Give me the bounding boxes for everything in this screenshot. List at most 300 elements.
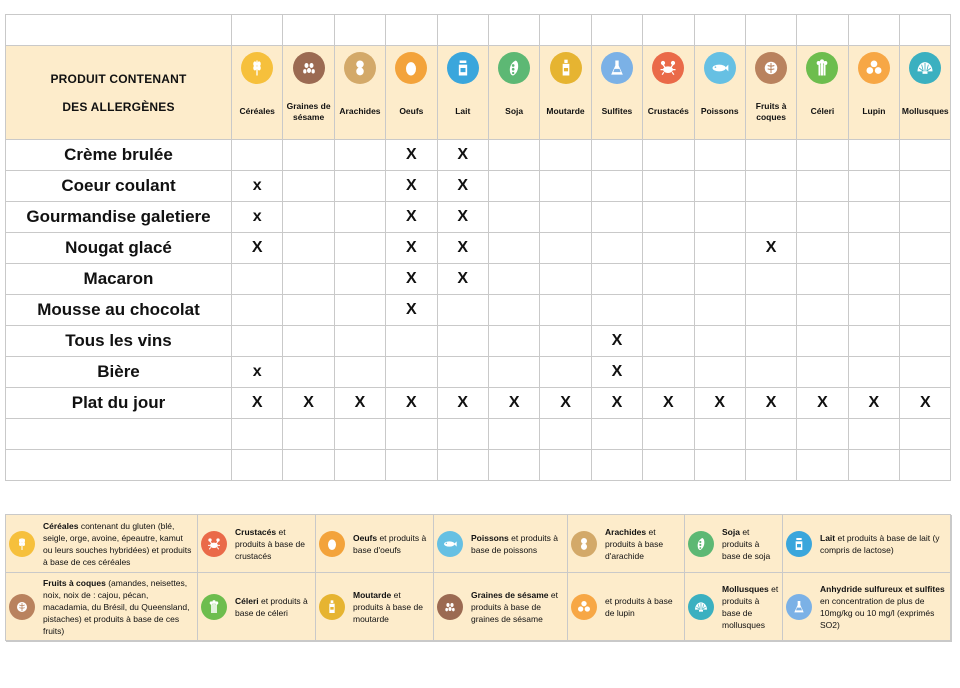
allergen-header xyxy=(488,46,539,140)
legend-badge xyxy=(571,594,597,620)
allergen-name: Graines de sésame xyxy=(286,100,331,122)
allergen-mark: X xyxy=(900,388,951,419)
allergen-mark xyxy=(797,233,848,264)
empty-cell xyxy=(232,450,283,481)
allergen-mark xyxy=(797,295,848,326)
empty-cell xyxy=(694,450,745,481)
allergen-mark xyxy=(797,202,848,233)
allergen-header xyxy=(540,46,591,140)
allergen-mark xyxy=(334,140,385,171)
allergen-badge xyxy=(550,52,582,84)
allergen-mark xyxy=(643,171,694,202)
allergen-mark xyxy=(437,295,488,326)
legend-item xyxy=(316,573,434,642)
allergen-mark xyxy=(334,326,385,357)
nut-icon xyxy=(14,599,30,615)
allergen-mark xyxy=(900,202,951,233)
product-name: Coeur coulant xyxy=(6,171,232,202)
empty-cell xyxy=(6,450,232,481)
allergen-mark xyxy=(591,202,642,233)
allergen-name: Moutarde xyxy=(546,106,585,116)
allergen-mark xyxy=(488,357,539,388)
allergen-mark xyxy=(334,264,385,295)
empty-cell xyxy=(540,419,591,450)
allergen-mark xyxy=(591,171,642,202)
table-row xyxy=(6,326,951,357)
allergen-mark xyxy=(900,233,951,264)
legend-badge xyxy=(571,531,597,557)
empty-cell xyxy=(745,15,796,46)
legend-text: Anhydride sulfureux et sulfites en concentration de plus de 10mg/kg ou 10 mg/l (exprimés SO2) xyxy=(820,584,945,630)
allergen-mark xyxy=(643,264,694,295)
allergen-mark xyxy=(488,326,539,357)
legend-item xyxy=(198,515,316,573)
legend-text: Arachides et produits à base d'arachide xyxy=(605,526,664,561)
allergen-mark: X xyxy=(591,357,642,388)
allergen-name: Fruits à coques xyxy=(755,100,787,122)
allergen-mark xyxy=(540,357,591,388)
allergen-badge xyxy=(447,52,479,84)
legend-badge xyxy=(319,594,345,620)
empty-cell xyxy=(848,419,899,450)
allergen-mark xyxy=(232,264,283,295)
empty-cell xyxy=(386,450,437,481)
allergen-mark xyxy=(848,295,899,326)
soy-icon xyxy=(693,536,709,552)
allergen-mark xyxy=(797,140,848,171)
legend-text: Lait et produits à base de lait (y compris de lactose) xyxy=(820,532,940,555)
header-title-line1: PRODUIT CONTENANT xyxy=(50,71,187,86)
product-name: Nougat glacé xyxy=(6,233,232,264)
empty-cell xyxy=(488,419,539,450)
legend-badge xyxy=(201,531,227,557)
allergen-mark xyxy=(643,357,694,388)
empty-cell xyxy=(900,419,951,450)
allergen-mark xyxy=(540,233,591,264)
legend-badge xyxy=(688,531,714,557)
lupin-icon xyxy=(576,599,592,615)
allergen-mark xyxy=(488,233,539,264)
empty-cell xyxy=(694,419,745,450)
legend-item xyxy=(316,515,434,573)
allergen-mark xyxy=(643,202,694,233)
allergen-mark xyxy=(591,295,642,326)
allergen-table-body xyxy=(6,15,951,481)
legend-badge xyxy=(437,594,463,620)
allergen-name: Lait xyxy=(455,106,471,116)
allergen-header xyxy=(283,46,334,140)
allergen-mark xyxy=(694,264,745,295)
empty-cell xyxy=(488,450,539,481)
allergen-name: Crustacés xyxy=(647,106,689,116)
allergen-mark: X xyxy=(283,388,334,419)
mustard-icon xyxy=(556,58,576,78)
empty-cell xyxy=(540,15,591,46)
allergen-mark xyxy=(900,295,951,326)
allergen-mark: X xyxy=(386,388,437,419)
allergen-mark xyxy=(643,233,694,264)
allergen-mark xyxy=(848,264,899,295)
allergen-mark: X xyxy=(386,295,437,326)
allergen-mark xyxy=(848,140,899,171)
allergen-mark: X xyxy=(437,140,488,171)
allergen-mark xyxy=(232,140,283,171)
table-row xyxy=(6,202,951,233)
allergen-mark xyxy=(283,357,334,388)
wheat-icon xyxy=(14,536,30,552)
allergen-header xyxy=(334,46,385,140)
allergen-mark: X xyxy=(437,202,488,233)
allergen-name: Oeufs xyxy=(399,106,424,116)
empty-cell xyxy=(797,450,848,481)
allergen-table xyxy=(5,14,951,481)
legend-text: Poissons et produits à base de poissons xyxy=(471,532,558,555)
legend-text: Soja et produits à base de soja xyxy=(722,526,771,561)
allergen-name: Mollusques xyxy=(901,106,949,116)
allergen-badge xyxy=(858,52,890,84)
allergen-mark xyxy=(848,202,899,233)
product-name: Plat du jour xyxy=(6,388,232,419)
empty-cell xyxy=(797,15,848,46)
allergen-mark: X xyxy=(437,264,488,295)
allergen-mark xyxy=(488,202,539,233)
allergen-mark xyxy=(797,326,848,357)
allergen-mark xyxy=(540,295,591,326)
header-title xyxy=(6,46,232,140)
allergen-badge xyxy=(755,52,787,84)
empty-cell xyxy=(6,419,232,450)
empty-cell xyxy=(6,15,232,46)
empty-cell xyxy=(900,450,951,481)
allergen-mark xyxy=(540,140,591,171)
empty-cell xyxy=(437,419,488,450)
fish-icon xyxy=(442,536,458,552)
allergen-badge xyxy=(241,52,273,84)
legend-badge xyxy=(9,594,35,620)
milk-icon xyxy=(791,536,807,552)
allergen-mark: X xyxy=(643,388,694,419)
allergen-mark xyxy=(848,171,899,202)
allergen-badge xyxy=(498,52,530,84)
allergen-name: Poissons xyxy=(700,106,739,116)
allergen-mark xyxy=(540,326,591,357)
allergen-mark: X xyxy=(334,388,385,419)
allergen-header xyxy=(386,46,437,140)
allergen-mark xyxy=(694,357,745,388)
allergen-mark xyxy=(283,171,334,202)
allergen-mark xyxy=(643,140,694,171)
empty-cell xyxy=(540,450,591,481)
empty-cell xyxy=(900,15,951,46)
allergen-mark: X xyxy=(437,171,488,202)
allergen-mark xyxy=(900,326,951,357)
allergen-mark xyxy=(745,295,796,326)
allergen-mark xyxy=(900,171,951,202)
allergen-badge xyxy=(395,52,427,84)
allergen-mark xyxy=(488,140,539,171)
empty-cell xyxy=(283,450,334,481)
legend-item xyxy=(685,515,783,573)
allergen-mark xyxy=(283,295,334,326)
allergen-mark xyxy=(591,264,642,295)
allergen-legend xyxy=(5,514,951,641)
allergen-mark: X xyxy=(437,233,488,264)
mustard-icon xyxy=(324,599,340,615)
allergen-mark xyxy=(334,171,385,202)
empty-cell xyxy=(283,419,334,450)
egg-icon xyxy=(401,58,421,78)
empty-cell xyxy=(386,419,437,450)
legend-badge xyxy=(319,531,345,557)
allergen-mark xyxy=(694,326,745,357)
allergen-mark xyxy=(643,326,694,357)
table-row xyxy=(6,171,951,202)
allergen-mark xyxy=(900,357,951,388)
allergen-mark xyxy=(848,326,899,357)
allergen-header xyxy=(900,46,951,140)
allergen-name: Céréales xyxy=(239,106,275,116)
allergen-mark xyxy=(488,171,539,202)
allergen-header xyxy=(848,46,899,140)
empty-cell xyxy=(334,15,385,46)
allergen-header xyxy=(694,46,745,140)
empty-row xyxy=(6,419,951,450)
allergen-mark xyxy=(488,264,539,295)
legend-text: Céleri et produits à base de céleri xyxy=(235,596,308,618)
table-row xyxy=(6,264,951,295)
empty-cell xyxy=(797,419,848,450)
peanut-icon xyxy=(350,58,370,78)
empty-cell xyxy=(745,450,796,481)
legend-item xyxy=(568,573,685,642)
allergen-mark xyxy=(283,202,334,233)
allergen-mark xyxy=(540,202,591,233)
allergen-mark: X xyxy=(386,233,437,264)
wheat-icon xyxy=(247,58,267,78)
legend-text: Graines de sésame et produits à base de graines de sésame xyxy=(471,590,558,624)
empty-cell xyxy=(334,450,385,481)
allergen-header xyxy=(745,46,796,140)
sesame-icon xyxy=(442,599,458,615)
allergen-mark xyxy=(694,295,745,326)
legend-text: Céréales contenant du gluten (blé, seigle, orge, avoine, épeautre, kamut ou leurs souches hybridées) et produits à base de ces céréales xyxy=(43,520,192,567)
allergen-mark: X xyxy=(232,233,283,264)
legend-text: Moutarde et produits à base de moutarde xyxy=(353,590,423,624)
table-row xyxy=(6,233,951,264)
legend-item xyxy=(198,573,316,642)
legend-item xyxy=(783,515,952,573)
product-name: Crème brulée xyxy=(6,140,232,171)
allergen-mark xyxy=(797,171,848,202)
allergen-name: Céleri xyxy=(810,106,835,116)
legend-badge xyxy=(786,594,812,620)
allergen-mark: x xyxy=(232,171,283,202)
table-row xyxy=(6,388,951,419)
allergen-header xyxy=(437,46,488,140)
allergen-mark xyxy=(540,264,591,295)
allergen-name: Lupin xyxy=(862,106,886,116)
allergen-mark xyxy=(591,233,642,264)
allergen-badge xyxy=(652,52,684,84)
allergen-mark: X xyxy=(591,388,642,419)
allergen-mark: X xyxy=(591,326,642,357)
lupin-icon xyxy=(864,58,884,78)
allergen-mark xyxy=(848,357,899,388)
fish-icon xyxy=(710,58,730,78)
allergen-name: Soja xyxy=(505,106,524,116)
product-name: Macaron xyxy=(6,264,232,295)
empty-cell xyxy=(643,15,694,46)
allergen-mark: X xyxy=(437,388,488,419)
allergen-header xyxy=(232,46,283,140)
allergen-mark: X xyxy=(694,388,745,419)
allergen-mark xyxy=(540,171,591,202)
allergen-mark xyxy=(797,264,848,295)
shell-icon xyxy=(693,599,709,615)
allergen-mark: X xyxy=(386,140,437,171)
allergen-mark xyxy=(694,233,745,264)
sulfite-icon xyxy=(791,599,807,615)
allergen-mark xyxy=(694,140,745,171)
allergen-header xyxy=(643,46,694,140)
empty-cell xyxy=(643,419,694,450)
empty-cell xyxy=(848,450,899,481)
table-row xyxy=(6,295,951,326)
allergen-mark xyxy=(283,264,334,295)
allergen-mark xyxy=(232,295,283,326)
allergen-mark: x xyxy=(232,202,283,233)
legend-item xyxy=(6,515,198,573)
allergen-mark xyxy=(386,326,437,357)
allergen-mark xyxy=(694,171,745,202)
allergen-badge xyxy=(601,52,633,84)
legend-text: Mollusques et produits à base de mollusques xyxy=(722,584,779,630)
allergen-mark: X xyxy=(797,388,848,419)
empty-cell xyxy=(745,419,796,450)
empty-cell xyxy=(694,15,745,46)
legend-item xyxy=(434,515,568,573)
allergen-header xyxy=(797,46,848,140)
allergen-mark xyxy=(334,202,385,233)
empty-cell xyxy=(591,15,642,46)
allergen-mark xyxy=(334,357,385,388)
allergen-mark: X xyxy=(745,233,796,264)
allergen-mark: X xyxy=(540,388,591,419)
egg-icon xyxy=(324,536,340,552)
empty-cell xyxy=(488,15,539,46)
allergen-name: Arachides xyxy=(339,106,381,116)
allergen-mark xyxy=(745,202,796,233)
legend-badge xyxy=(9,531,35,557)
legend-item xyxy=(568,515,685,573)
celery-icon xyxy=(812,58,832,78)
allergen-mark xyxy=(386,357,437,388)
crab-icon xyxy=(658,58,678,78)
header-row xyxy=(6,46,951,140)
allergen-badge xyxy=(909,52,941,84)
legend-text: Fruits à coques (amandes, neisettes, noix, noix de : cajou, pécan, macadamia, du Brésil, du Queensland, pistaches) et produits à base de ces fruits) xyxy=(43,578,190,636)
soy-icon xyxy=(504,58,524,78)
allergen-mark xyxy=(591,140,642,171)
sulfite-icon xyxy=(607,58,627,78)
empty-cell xyxy=(232,15,283,46)
sesame-icon xyxy=(299,58,319,78)
allergen-mark xyxy=(745,171,796,202)
allergen-mark xyxy=(334,295,385,326)
allergen-mark xyxy=(488,295,539,326)
allergen-mark xyxy=(848,233,899,264)
blank-row xyxy=(6,15,951,46)
product-name: Gourmandise galetiere xyxy=(6,202,232,233)
allergen-mark xyxy=(745,326,796,357)
product-name: Bière xyxy=(6,357,232,388)
empty-cell xyxy=(591,419,642,450)
allergen-mark: X xyxy=(386,264,437,295)
celery-icon xyxy=(206,599,222,615)
legend-badge xyxy=(437,531,463,557)
allergen-mark: X xyxy=(488,388,539,419)
allergen-badge xyxy=(344,52,376,84)
table-row xyxy=(6,357,951,388)
allergen-mark xyxy=(232,326,283,357)
crab-icon xyxy=(206,536,222,552)
allergen-mark: X xyxy=(232,388,283,419)
empty-cell xyxy=(643,450,694,481)
legend-badge xyxy=(201,594,227,620)
allergen-mark xyxy=(745,357,796,388)
milk-icon xyxy=(453,58,473,78)
allergen-mark xyxy=(900,264,951,295)
allergen-mark xyxy=(437,357,488,388)
legend-badge xyxy=(688,594,714,620)
allergen-header xyxy=(591,46,642,140)
allergen-mark: X xyxy=(848,388,899,419)
empty-cell xyxy=(283,15,334,46)
header-title-line2: DES ALLERGÈNES xyxy=(62,99,175,114)
allergen-mark xyxy=(334,233,385,264)
allergen-badge xyxy=(293,52,325,84)
allergen-badge xyxy=(704,52,736,84)
allergen-mark xyxy=(643,295,694,326)
allergen-mark xyxy=(745,140,796,171)
legend-item xyxy=(685,573,783,642)
allergen-badge xyxy=(806,52,838,84)
allergen-mark: X xyxy=(386,171,437,202)
shell-icon xyxy=(915,58,935,78)
peanut-icon xyxy=(576,536,592,552)
product-name: Mousse au chocolat xyxy=(6,295,232,326)
allergen-mark: X xyxy=(386,202,437,233)
legend-badge xyxy=(786,531,812,557)
allergen-mark xyxy=(283,326,334,357)
empty-cell xyxy=(591,450,642,481)
legend-text: et produits à base de lupin xyxy=(605,596,673,618)
legend-item xyxy=(434,573,568,642)
empty-cell xyxy=(437,15,488,46)
allergen-mark xyxy=(745,264,796,295)
allergen-name: Sulfites xyxy=(601,106,633,116)
empty-cell xyxy=(437,450,488,481)
legend-text: Crustacés et produits à base de crustacés xyxy=(235,526,305,561)
allergen-mark xyxy=(900,140,951,171)
empty-cell xyxy=(386,15,437,46)
legend-text: Oeufs et produits à base d'oeufs xyxy=(353,532,427,555)
allergen-mark xyxy=(797,357,848,388)
allergen-mark xyxy=(437,326,488,357)
table-row xyxy=(6,140,951,171)
legend-item xyxy=(6,573,198,642)
allergen-mark xyxy=(283,140,334,171)
